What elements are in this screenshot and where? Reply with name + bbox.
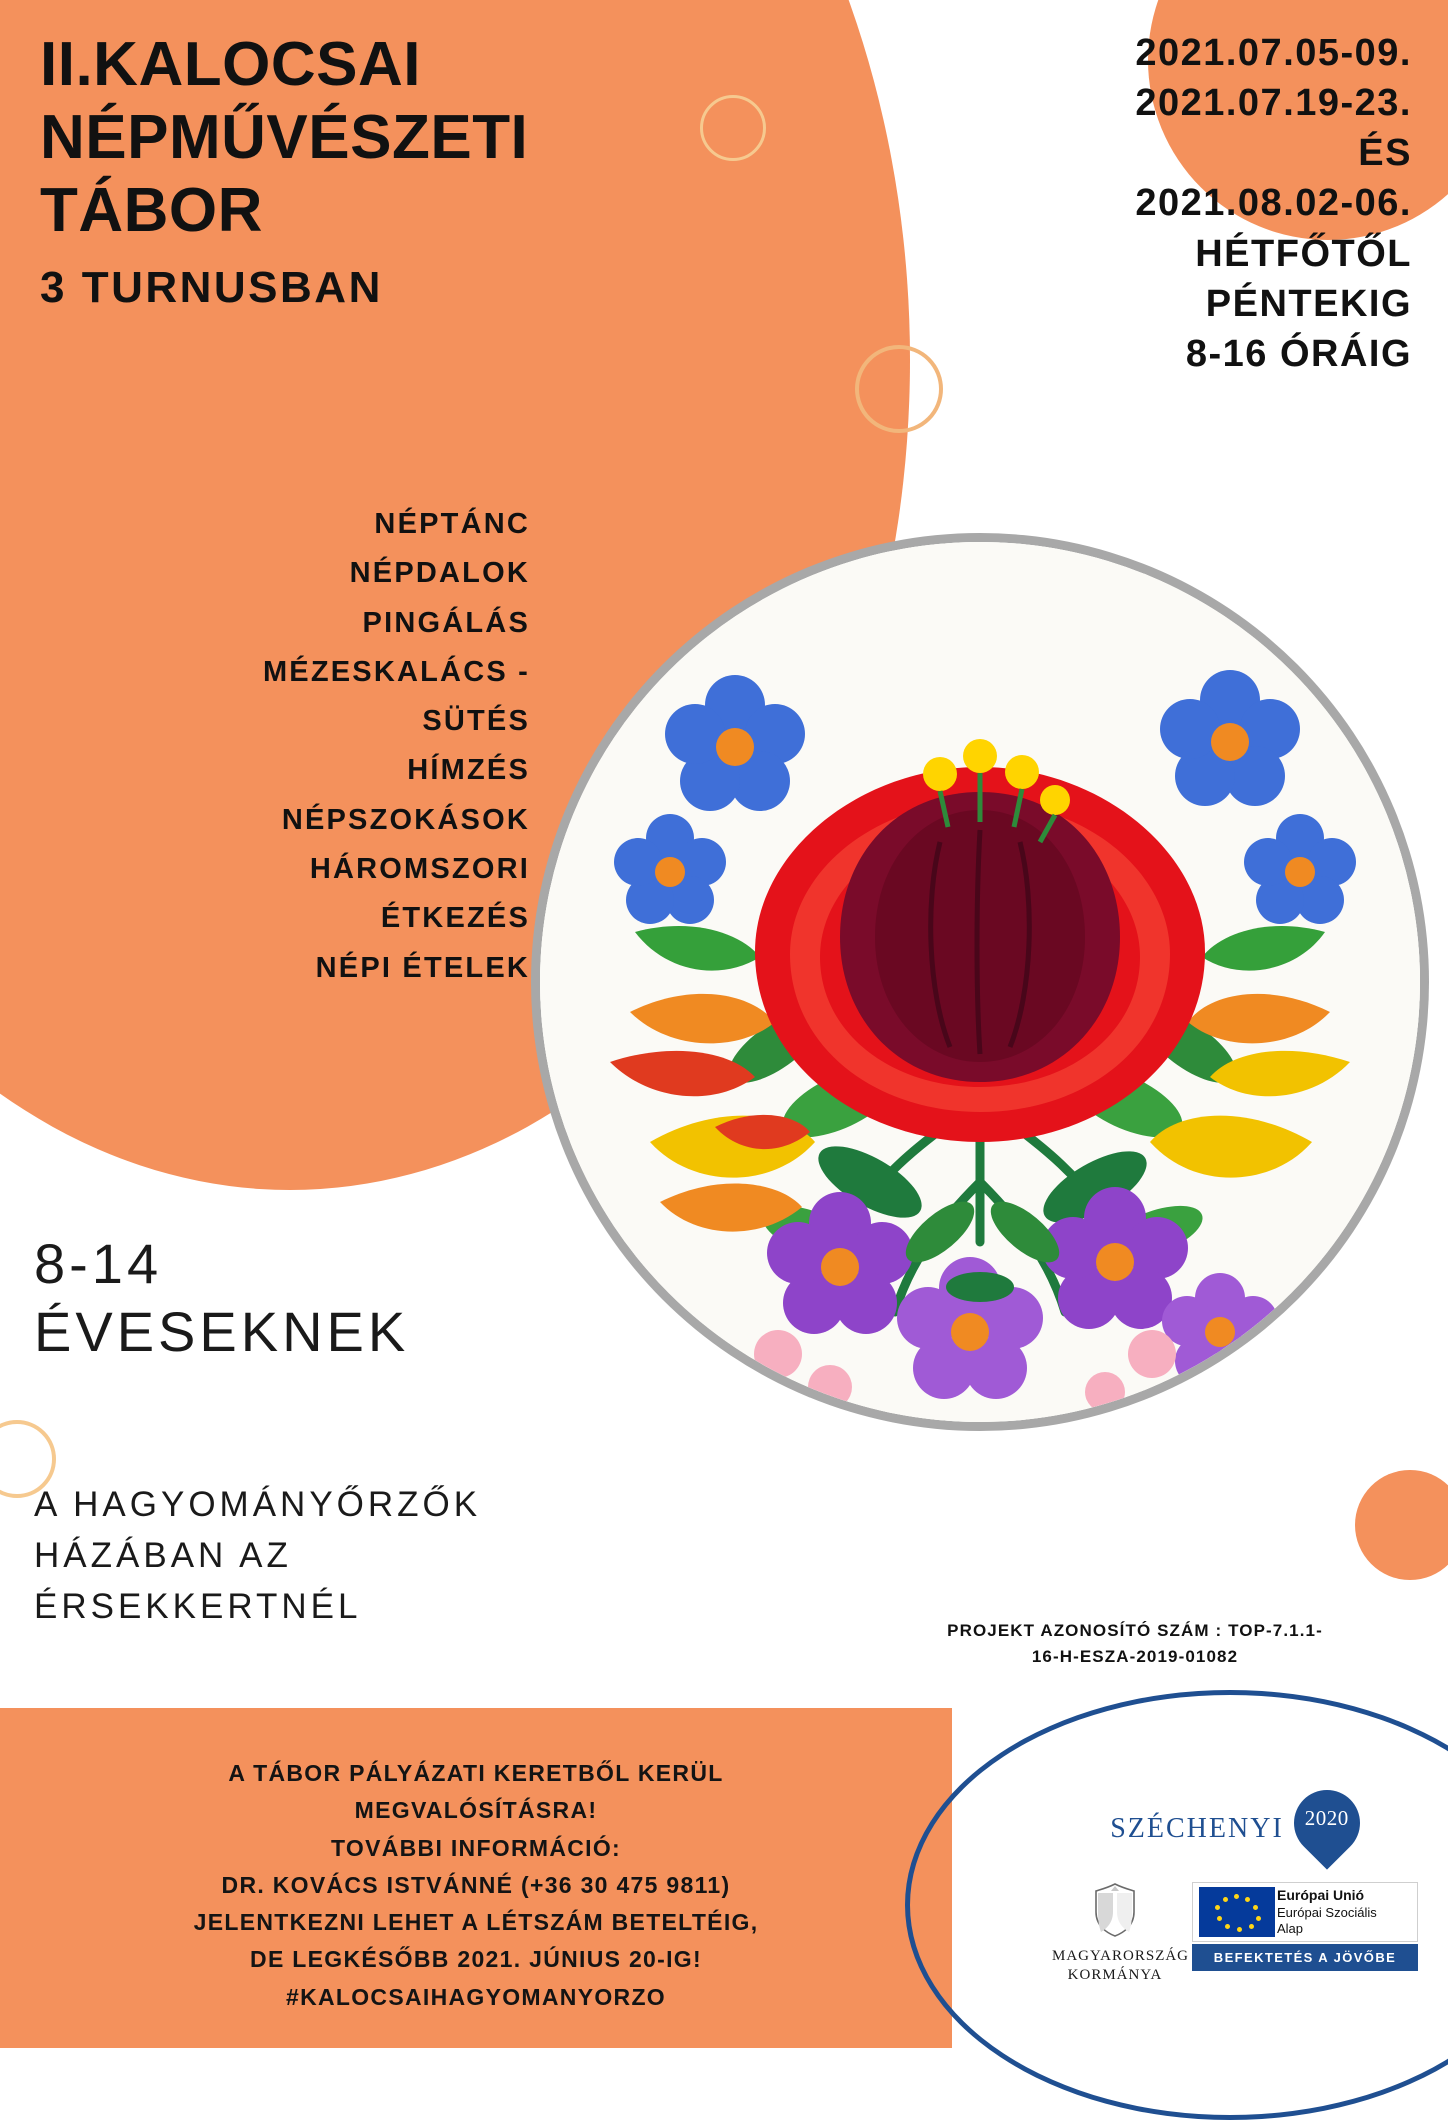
date-line: 8-16 ÓRÁIG <box>1185 332 1412 375</box>
footer-line: JELENTKEZNI LEHET A LÉTSZÁM BETELTÉIG, <box>193 1909 759 1935</box>
eu-slogan-bar: BEFEKTETÉS A JÖVŐBE <box>1192 1944 1418 1971</box>
eu-line-3: Alap <box>1277 1920 1304 1936</box>
date-line: 2021.07.05-09. <box>1135 32 1412 74</box>
eu-flag-icon <box>1199 1887 1275 1937</box>
eu-line-2: Európai Szociális <box>1277 1904 1377 1920</box>
activities-list <box>60 500 530 993</box>
venue-line-1: A HAGYOMÁNYŐRZŐK <box>34 1485 482 1524</box>
hungary-government-logo <box>1052 1882 1190 1985</box>
venue-block <box>34 1480 754 1632</box>
szechenyi-label: SZÉCHENYI <box>1110 1813 1284 1844</box>
date-line: 2021.08.02-06. <box>1135 182 1412 225</box>
venue-line-2: HÁZÁBAN AZ <box>34 1535 292 1575</box>
list-item: NÉPI ÉTELEK <box>315 951 530 984</box>
szechenyi-logo <box>1035 1790 1435 1868</box>
map-pin-icon <box>1294 1790 1360 1868</box>
footer-info <box>0 1755 952 2016</box>
hu-gov-line-2: KORMÁNYA <box>1067 1966 1163 1983</box>
list-item: NÉPSZOKÁSOK <box>281 803 530 836</box>
project-id-line-1: PROJEKT AZONOSÍTÓ SZÁM : TOP-7.1.1- <box>947 1621 1323 1640</box>
project-identifier <box>900 1618 1370 1669</box>
dates-block <box>892 28 1412 379</box>
age-range-line-2: ÉVESEKNEK <box>34 1300 410 1364</box>
date-line: HÉTFŐTŐL <box>1195 232 1412 275</box>
list-item: NÉPTÁNC <box>374 508 530 540</box>
eu-line-1: Európai Unió <box>1277 1887 1365 1903</box>
funding-logos <box>1035 1790 1435 1985</box>
age-range-line-1: 8-14 <box>34 1232 163 1295</box>
coat-of-arms-icon <box>1093 1882 1137 1938</box>
szechenyi-year: 2020 <box>1304 1806 1349 1830</box>
eu-funding-logo <box>1192 1882 1418 1971</box>
date-line: PÉNTEKIG <box>1205 282 1412 325</box>
title-line-3: TÁBOR <box>40 176 263 246</box>
orange-dot-shape <box>1355 1470 1448 1580</box>
date-line: 2021.07.19-23. <box>1135 82 1412 125</box>
title-line-1: II.KALOCSAI <box>40 30 421 99</box>
list-item: PINGÁLÁS <box>362 606 530 639</box>
kalocsai-embroidery-photo <box>540 542 1420 1422</box>
footer-hashtag: #KALOCSAIHAGYOMANYORZO <box>285 1983 666 2010</box>
footer-line: DE LEGKÉSŐBB 2021. JÚNIUS 20-IG! <box>250 1946 702 1973</box>
list-item: HÁROMSZORI <box>309 853 530 886</box>
footer-line: A TÁBOR PÁLYÁZATI KERETBŐL KERÜL <box>228 1760 724 1786</box>
title-subtitle: 3 TURNUSBAN <box>40 263 383 313</box>
list-item: MÉZESKALÁCS - <box>262 655 530 688</box>
footer-line: MEGVALÓSÍTÁSRA! <box>354 1797 598 1824</box>
footer-line: TOVÁBBI INFORMÁCIÓ: <box>330 1834 622 1861</box>
footer-contact-line: DR. KOVÁCS ISTVÁNNÉ (+36 30 475 9811) <box>221 1871 731 1898</box>
age-range-block <box>34 1230 409 1367</box>
list-item: ÉTKEZÉS <box>380 902 530 935</box>
list-item: NÉPDALOK <box>349 557 530 590</box>
list-item: HÍMZÉS <box>407 754 530 787</box>
page-title <box>40 28 840 313</box>
embroidery-artwork <box>540 542 1420 1422</box>
date-line: ÉS <box>1358 132 1412 175</box>
list-item: SÜTÉS <box>422 705 530 738</box>
hu-gov-line-1: MAGYARORSZÁG <box>1052 1948 1190 1964</box>
venue-line-3: ÉRSEKKERTNÉL <box>34 1586 362 1626</box>
project-id-line-2: 16-H-ESZA-2019-01082 <box>1031 1646 1239 1666</box>
title-line-2: NÉPMŰVÉSZETI <box>40 103 529 173</box>
